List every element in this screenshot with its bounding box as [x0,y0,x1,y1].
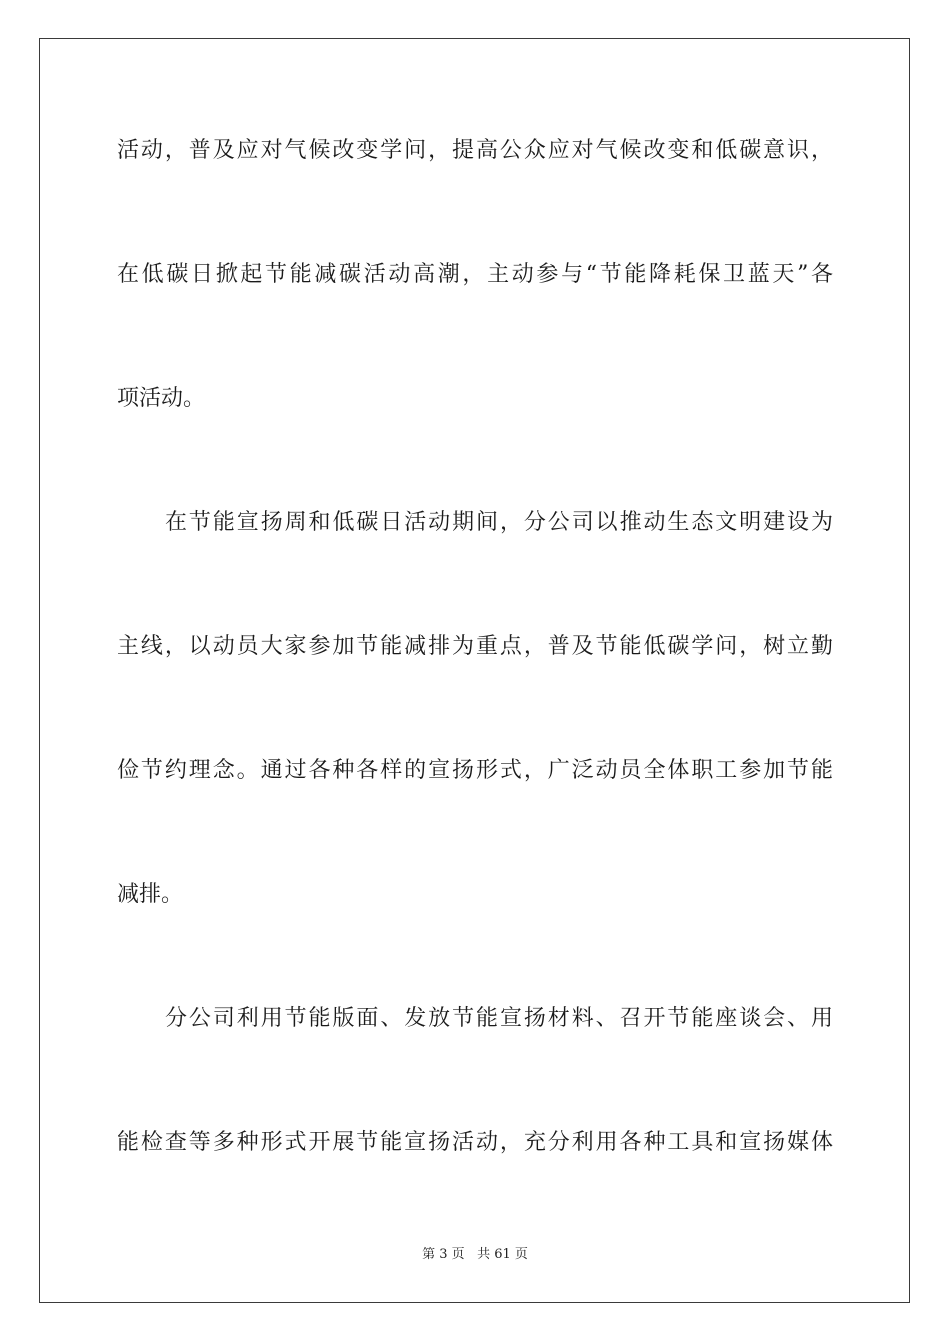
body-line: 主线，以动员大家参加节能减排为重点，普及节能低碳学问，树立勤 [117,634,833,659]
page-frame [39,38,910,1303]
paragraph-first-line: 在节能宣扬周和低碳日活动期间，分公司以推动生态文明建设为 [165,510,833,535]
page-footer [0,1246,950,1264]
total-pages: 共 61 页 [477,1247,528,1262]
page-number: 第 3 页 [422,1247,465,1262]
body-line: 能检查等多种形式开展节能宣扬活动，充分利用各种工具和宣扬媒体 [117,1130,833,1155]
body-line: 活动，普及应对气候改变学问，提高公众应对气候改变和低碳意识， [117,138,833,163]
body-line: 项活动。 [117,386,206,411]
body-line: 减排。 [117,882,184,907]
body-line: 俭节约理念。通过各种各样的宣扬形式，广泛动员全体职工参加节能 [117,758,833,783]
body-line: 在低碳日掀起节能减碳活动高潮，主动参与“节能降耗保卫蓝天”各 [117,262,833,287]
paragraph-first-line: 分公司利用节能版面、发放节能宣扬材料、召开节能座谈会、用 [165,1006,833,1031]
